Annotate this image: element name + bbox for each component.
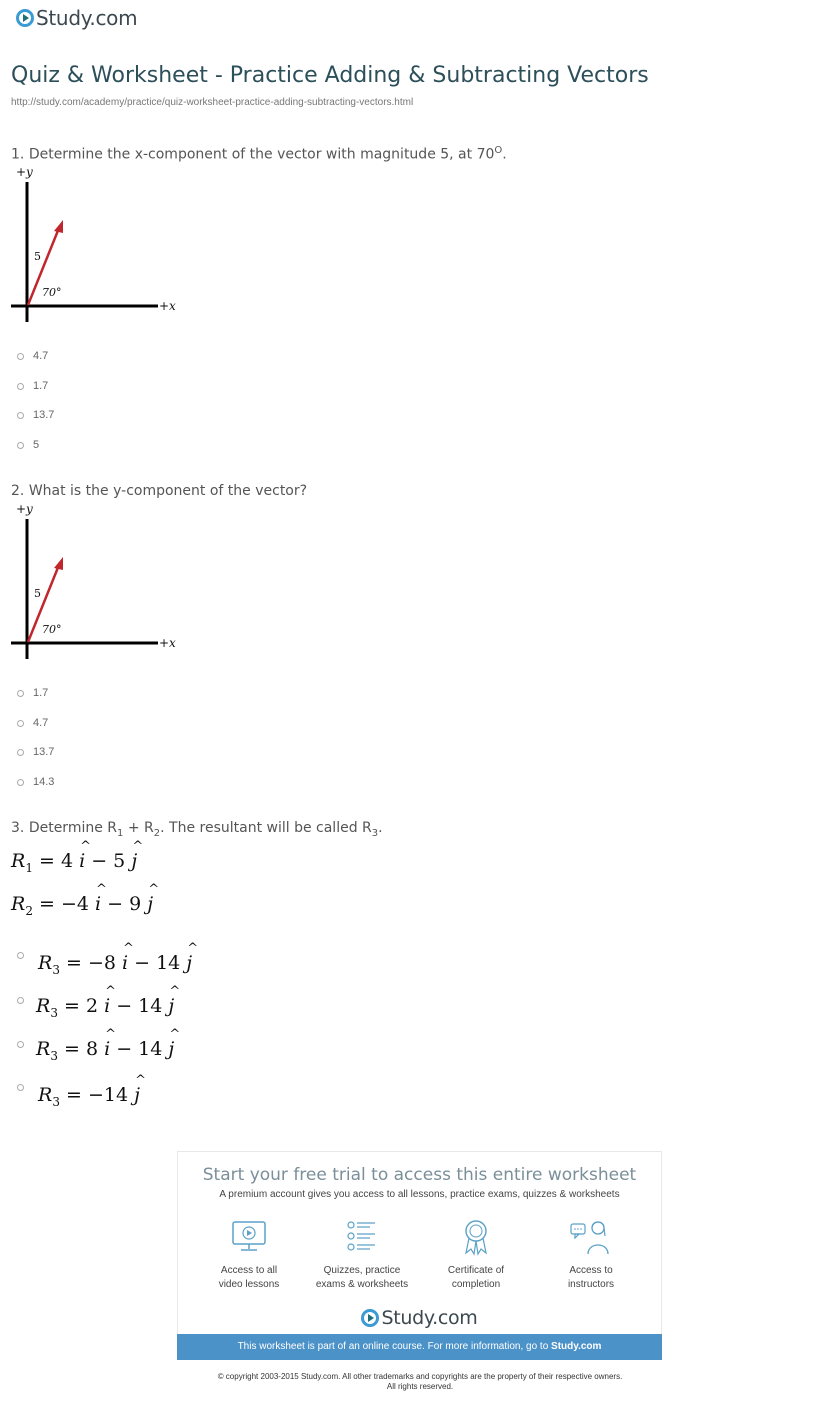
premium-promo-box [177, 1151, 662, 1360]
study-link[interactable]: Study.com [551, 1341, 602, 1352]
angle-label: 70° [42, 286, 62, 299]
vector-diagram-2 [8, 499, 188, 659]
radio-button[interactable] [17, 779, 24, 786]
radio-button[interactable] [17, 690, 24, 697]
magnitude-label: 5 [34, 250, 41, 263]
radio-button[interactable] [17, 1084, 24, 1091]
answer-option[interactable]: 5 [17, 439, 39, 451]
option-equation: $R_3 = 2$ ^ i − 14 ^ j [36, 995, 174, 1020]
question-text: What is the y-component of the vector? [28, 483, 308, 499]
vector-diagram-1 [8, 162, 188, 322]
feature-video-lessons: Access to all video lessons [194, 1218, 304, 1292]
answer-option[interactable]: 4.7 [17, 717, 48, 729]
radio-button[interactable] [17, 720, 24, 727]
answer-option[interactable]: 13.7 [17, 409, 54, 421]
page-title: Quiz & Worksheet - Practice Adding & Subtracting Vectors [11, 63, 649, 88]
equation-r2: $R_2 = -4$ ^ i − 9 ^ j [11, 893, 153, 918]
study-logo-text: Study.com [36, 6, 138, 30]
question-2 [11, 483, 307, 499]
feature-quizzes: Quizzes, practice exams & worksheets [307, 1218, 417, 1292]
instructor-icon [569, 1218, 613, 1256]
radio-button[interactable] [17, 952, 24, 959]
question-3: 3. Determine $R_1 + R_2$. The resultant will be called $R_3$. [11, 820, 383, 839]
promo-logo[interactable] [178, 1307, 661, 1329]
angle-label: 70° [42, 623, 62, 636]
answer-option[interactable]: 14.3 [17, 776, 54, 788]
x-axis-label: +x [159, 636, 176, 650]
magnitude-label: 5 [34, 587, 41, 600]
radio-button[interactable] [17, 383, 24, 390]
answer-option[interactable]: 4.7 [17, 350, 48, 362]
video-lesson-icon [230, 1218, 268, 1256]
question-number: 2. [11, 483, 25, 499]
radio-button[interactable] [17, 412, 24, 419]
page-url: http://study.com/academy/practice/quiz-worksheet-practice-adding-subtracting-vectors.html [11, 97, 414, 108]
certificate-icon [457, 1218, 495, 1256]
feature-instructors: Access to instructors [536, 1218, 646, 1292]
promo-subline: A premium account gives you access to all lessons, practice exams, quizzes & worksheets [219, 1189, 620, 1200]
promo-headline[interactable]: Start your free trial to access this entire worksheet [202, 1165, 637, 1185]
option-equation: $R_3 = -8$ ^ i − 14 ^ j [38, 952, 192, 977]
y-axis-label: +y [16, 502, 33, 516]
question-number: 1. [11, 146, 25, 163]
answer-option[interactable]: 1.7 [17, 380, 48, 392]
feature-certificate: Certificate of completion [421, 1218, 531, 1292]
footer-copyright: © copyright 2003-2015 Study.com. All other trademarks and copyrights are the property of their respective owners. All rights reserved. [217, 1372, 623, 1391]
question-1: 1. Determine the x-component of the vector with magnitude 5, at $70^O$. [11, 145, 507, 163]
quiz-list-icon [343, 1218, 381, 1256]
option-equation: $R_3 = -14$ ^ j [38, 1084, 140, 1109]
radio-button[interactable] [17, 353, 24, 360]
question-text: Determine the x-component of the vector with magnitude 5, at 70 [28, 146, 495, 163]
study-logo-icon [361, 1309, 379, 1327]
question-number: 3. [11, 820, 25, 836]
radio-button[interactable] [17, 749, 24, 756]
radio-button[interactable] [17, 1041, 24, 1048]
radio-button[interactable] [17, 442, 24, 449]
x-axis-label: +x [159, 299, 176, 313]
vector-arrowhead [54, 557, 63, 570]
answer-option[interactable]: 13.7 [17, 746, 54, 758]
equation-r1: $R_1 = 4$ ^ i − 5 ^ j [11, 850, 137, 875]
study-logo[interactable] [16, 6, 137, 30]
course-info-banner: This worksheet is part of an online course. For more information, go to Study.com [177, 1334, 662, 1360]
study-logo-text: Study.com [381, 1307, 478, 1329]
radio-button[interactable] [17, 997, 24, 1004]
degree-mark: O [494, 145, 503, 156]
option-equation: $R_3 = 8$ ^ i − 14 ^ j [36, 1038, 174, 1063]
y-axis-label: +y [16, 165, 33, 179]
vector-arrowhead [54, 220, 63, 233]
answer-option[interactable]: 1.7 [17, 687, 48, 699]
study-logo-icon [16, 9, 34, 27]
